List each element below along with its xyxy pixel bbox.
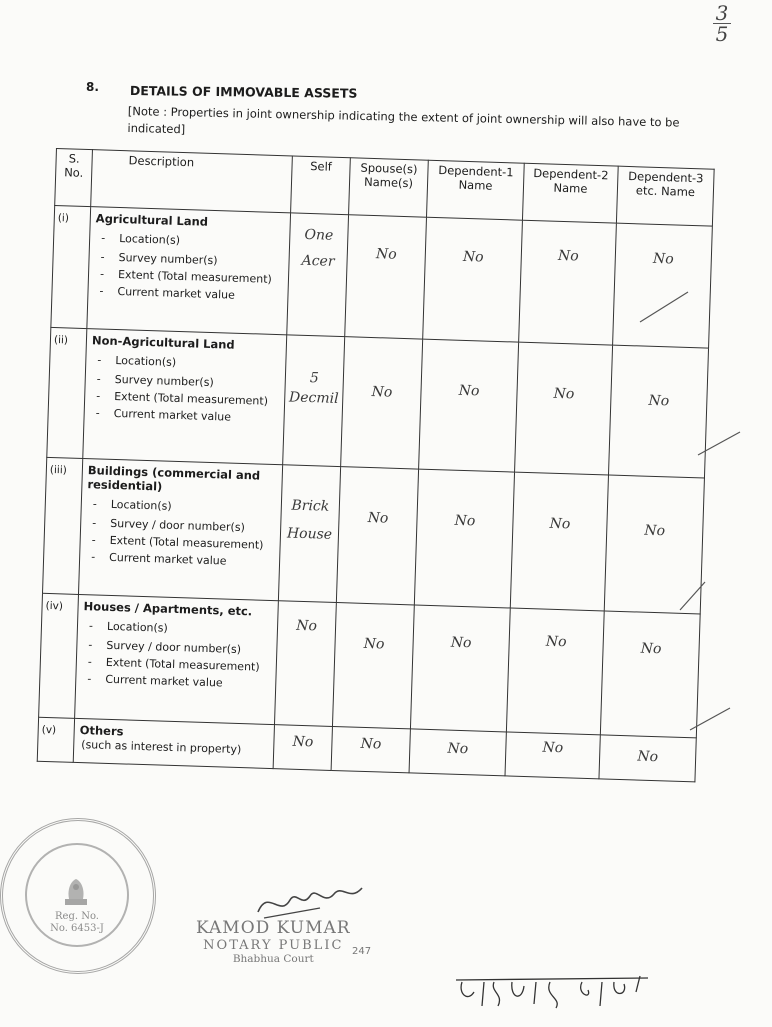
list-item: - Extent (Total measurement) [90,388,280,409]
notary-number: 247 [352,946,372,957]
row-category: Buildings (commercial and residential) [87,463,261,494]
list-item: - Extent (Total measurement) [94,266,284,287]
row-sno: (iii) [43,457,83,594]
page-number-mark: 3 5 [702,4,742,43]
row-description [78,458,282,600]
table-row [51,205,713,348]
cell-dependent-3: No [613,223,713,348]
table-row [43,457,705,614]
section-number: 8. [86,80,99,94]
seal-text: Reg. No. No. 6453-J [50,911,104,934]
list-item: - Location(s) [91,350,282,375]
list-item: - Survey / door number(s) [82,635,273,660]
immovable-assets-table [37,148,715,782]
list-item: - Location(s) [87,494,278,519]
cell-self: 5 Decmil [283,335,345,467]
list-item: - Location(s) [95,228,286,253]
row-description [73,718,274,768]
cell-self: Brick House [278,465,340,603]
notary-seal [0,818,156,974]
row-sno: (ii) [47,327,87,458]
list-item: - Survey number(s) [94,247,285,272]
national-emblem-icon [59,873,93,909]
cell-dependent-3: No [609,345,709,478]
row-sno: (iv) [39,593,79,718]
row-description [75,594,279,724]
header-sno: S. No. [55,149,93,207]
cell-dependent-2: No [519,220,617,345]
cell-dependent-3: No [604,475,704,614]
cell-self: One Acer [287,213,349,337]
list-item: - Extent (Total measurement) [85,532,275,553]
deponent-signature [452,972,652,1014]
cell-dependent-3: No [599,735,696,782]
cell-dependent-2: No [510,472,608,611]
cell-spouse: No [341,337,423,469]
row-sno: (v) [37,717,74,762]
cell-spouse: No [331,726,410,772]
row-category: Others [79,723,124,739]
cell-spouse: No [332,603,414,729]
list-item: - Survey / door number(s) [86,513,277,538]
cell-dependent-1: No [419,339,519,472]
section-note: [Note : Properties in joint ownership indicating the extent of joint ownership will also have to be indicated] [127,103,680,137]
row-description [83,329,287,465]
row-category: Agricultural Land [95,211,209,229]
cell-spouse: No [345,215,427,339]
cell-self: No [274,601,336,727]
header-dependent-1: Dependent-1 Name [427,160,525,220]
row-subtext: (such as interest in property) [81,738,242,757]
cell-dependent-1: No [410,605,510,732]
header-description: Description [91,150,293,213]
table-row [47,327,709,478]
list-item: - Location(s) [83,616,274,641]
section-title: DETAILS OF IMMOVABLE ASSETS [129,83,358,101]
row-category: Houses / Apartments, etc. [83,599,253,619]
cell-dependent-2: No [515,342,613,475]
immovable-assets-table-wrapper [37,148,714,782]
row-category: Non-Agricultural Land [91,333,235,352]
row-description [87,207,291,335]
cell-self: No [273,725,332,771]
header-self: Self [291,156,351,215]
list-item: - Current market value [85,547,276,572]
cell-dependent-1: No [423,217,523,342]
cell-dependent-2: No [505,732,600,779]
cell-dependent-2: No [506,608,604,735]
row-sno: (i) [51,205,91,328]
list-item: - Current market value [89,403,280,428]
cell-spouse: No [336,467,418,605]
list-item: - Current market value [93,281,284,306]
list-item: - Extent (Total measurement) [82,654,272,675]
cell-dependent-1: No [409,729,506,776]
cell-dependent-3: No [600,611,700,738]
list-item: - Survey number(s) [90,369,281,394]
list-item: - Current market value [81,669,272,694]
cell-dependent-1: No [414,469,514,608]
header-dependent-3: Dependent-3 etc. Name [616,166,714,226]
header-spouse: Spouse(s) Name(s) [349,158,429,217]
table-row [39,593,701,738]
notary-stamp: KAMOD KUMAR NOTARY PUBLIC Bhabhua Court [196,918,351,965]
header-dependent-2: Dependent-2 Name [522,163,618,223]
